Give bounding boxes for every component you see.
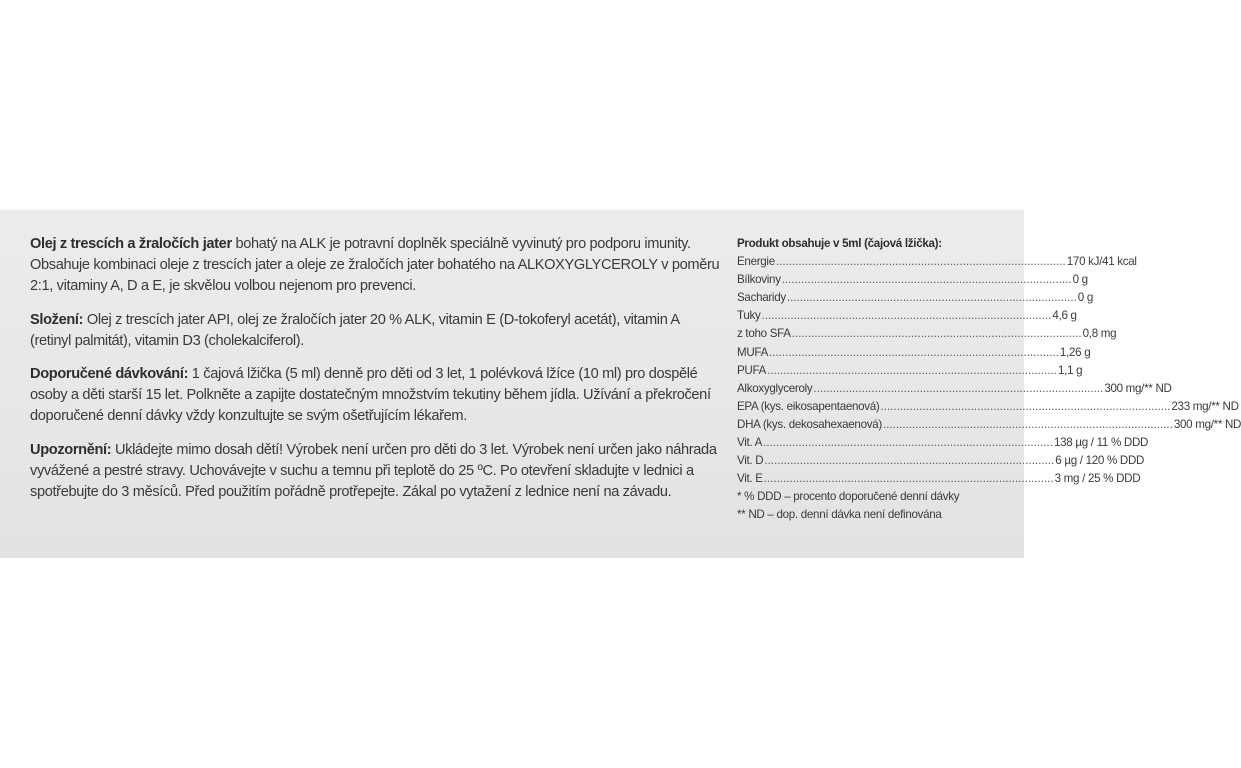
nutrition-value: 138 µg / 11 % DDD [1053,436,1149,450]
dosage-text: 1 čajová lžička (5 ml) denně pro děti od 3 let, 1 polévková lžíce (10 ml) pro dospělé osoby a děti starší 15 let. Polkněte a zapijte dostatečným množstvím tekutiny během jídla. Užívání a překročení doporučené denní dávky vždy konzultujte se svým ošetřujícím lékařem. [30,366,711,425]
nutrition-row-carbs: Sacharidy .......................................................................................... 0 g [737,289,1007,307]
nutrition-value: 0 g [1072,273,1088,287]
nutrition-value: 170 kJ/41 kcal [1066,255,1137,269]
nutrition-row-sfa: z toho SFA .......................................................................................... 0,8 mg [737,325,1007,343]
nutrition-label: Vit. E [737,472,763,486]
nutrition-label: MUFA [737,345,769,359]
warning-title: Upozornění: [30,441,112,458]
intro-paragraph [30,234,720,298]
nutrition-value: 4,6 g [1052,309,1077,323]
footnote-nd: ** ND – dop. denní dávka není definována [737,508,942,522]
nutrition-row-protein: Bílkoviny .......................................................................................... 0 g [737,271,1007,289]
nutrition-label: Energie [737,255,775,269]
nutrition-heading: Produkt obsahuje v 5ml (čajová lžička): [737,237,942,250]
nutrition-label: Sacharidy [737,291,786,305]
nutrition-value: 300 mg/** ND [1173,417,1241,431]
nutrition-row-energy: Energie .......................................................................................... 170 kJ/41 kcal [737,253,1007,271]
intro-text: bohatý na ALK je potravní doplněk speciálně vyvinutý pro podporu imunity. Obsahuje kombinaci oleje z trescích jater a oleje ze žraločích jater bohatého na ALKOXYGLYCEROLY v poměru 2:1, vitaminy A, D a E, je skvělou volbou nejenom pro prevenci. [30,236,720,295]
footnote-ddd: * % DDD – procento doporučené denní dávky [737,490,960,504]
nutrition-row-vit-e: Vit. E .......................................................................................... 3 mg / 25 % DDD [737,470,1007,488]
product-description [30,234,720,515]
nutrition-value: 300 mg/** ND [1104,381,1172,395]
nutrition-value: 3 mg / 25 % DDD [1054,472,1141,486]
nutrition-label: Vit. D [737,454,764,468]
nutrition-row-pufa: PUFA .......................................................................................... 1,1 g [737,362,1007,380]
nutrition-row-vit-a: Vit. A .......................................................................................... 138 µg / 11 % DDD [737,434,1007,452]
nutrition-label: z toho SFA [737,327,791,341]
nutrition-row-fat: Tuky .......................................................................................... 4,6 g [737,307,1007,325]
nutrition-value: 6 µg / 120 % DDD [1055,454,1145,468]
nutrition-label: Bílkoviny [737,273,781,287]
nutrition-label: Alkoxyglyceroly [737,381,813,395]
nutrition-value: 1,26 g [1059,345,1091,359]
composition-text: Olej z trescích jater API, olej ze žraločích jater 20 % ALK, vitamin E (D-tokoferyl acetát), vitamin A (retinyl palmitát), vitamin D3 (cholekalciferol). [30,311,679,349]
nutrition-label: DHA (kys. dekosahexaenová) [737,417,882,431]
nutrition-row-mufa: MUFA .......................................................................................... 1,26 g [737,344,1007,362]
nutrition-row-vit-d: Vit. D .......................................................................................... 6 µg / 120 % DDD [737,452,1007,470]
warning-paragraph [30,440,720,504]
dosage-title: Doporučené dávkování: [30,366,189,383]
nutrition-value: 0,8 mg [1082,327,1117,341]
dosage-paragraph [30,364,720,428]
nutrition-label: EPA (kys. eikosapentaenová) [737,399,880,413]
nutrition-label: PUFA [737,363,767,377]
nutrition-label: Vit. A [737,436,763,450]
nutrition-row-alkoxyglycerols: Alkoxyglyceroly .......................................................................................... 300 mg/** ND [737,380,1007,398]
intro-title: Olej z trescích a žraločích jater [30,236,232,252]
nutrition-row-epa: EPA (kys. eikosapentaenová) .......................................................................................... 233 mg/** ND [737,398,1007,416]
nutrition-table [737,235,1241,525]
warning-text: Ukládejte mimo dosah dětí! Výrobek není určen pro děti do 3 let. Výrobek není určen jako náhrada vyvážené a pestré stravy. Uchovávejte v suchu a temnu při teplotě do 25 ºC. Po otevření skladujte v lednici a spotřebujte do 3 měsíců. Před použitím pořádně protřepejte. Zákal po vytažení z lednice není na závadu. [30,441,717,501]
nutrition-label: Tuky [737,309,761,323]
composition-paragraph [30,310,720,352]
nutrition-value: 233 mg/** ND [1171,399,1239,413]
composition-title: Složení: [30,311,84,328]
nutrition-value: 0 g [1077,291,1093,305]
nutrition-row-dha: DHA (kys. dekosahexaenová) .......................................................................................... 300 mg/** ND [737,416,1007,434]
nutrition-value: 1,1 g [1058,363,1083,377]
